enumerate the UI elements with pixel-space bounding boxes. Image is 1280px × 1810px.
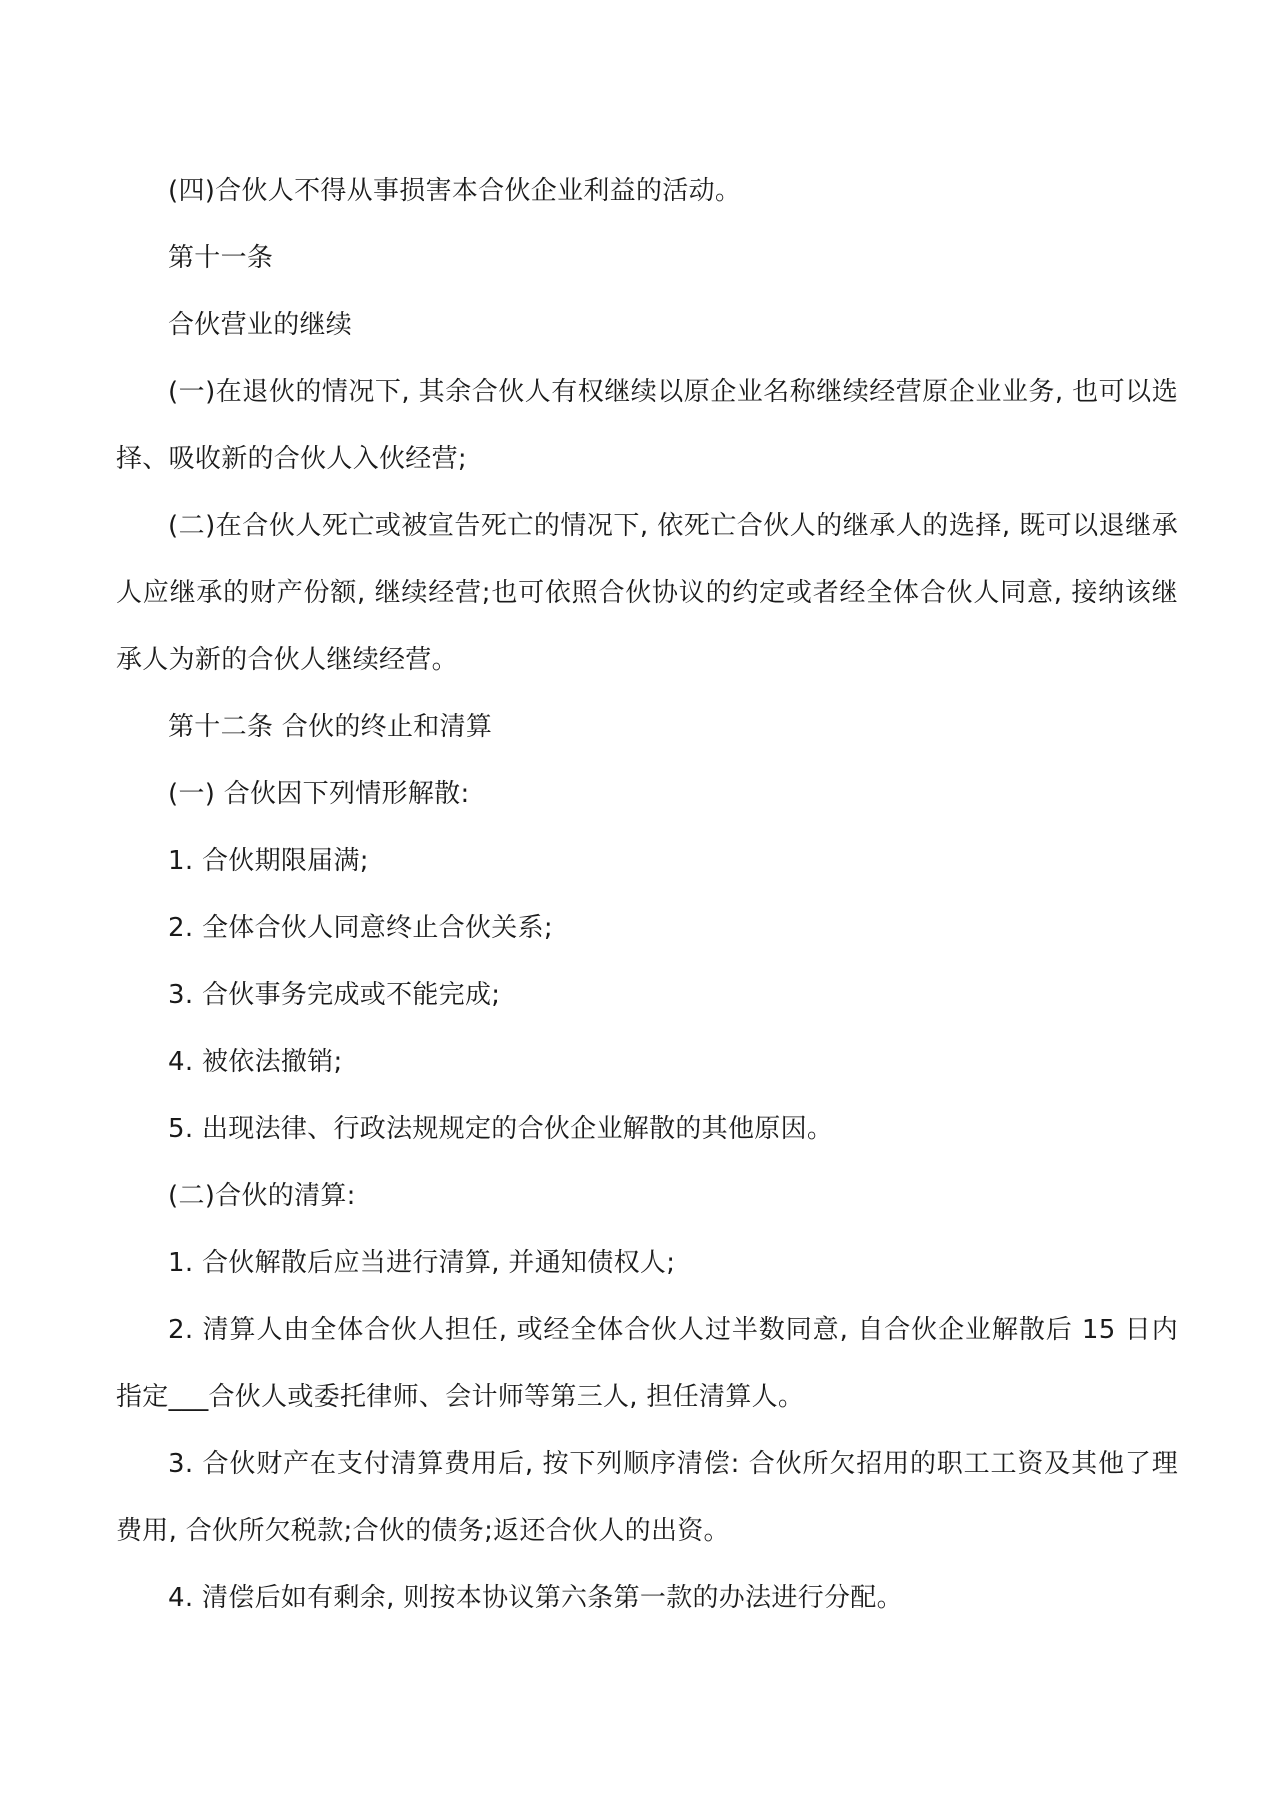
paragraph-death-continuation: (二)在合伙人死亡或被宣告死亡的情况下, 依死亡合伙人的继承人的选择, 既可以退继承人应继承的财产份额, 继续经营;也可依照合伙协议的约定或者经全体合伙人同意, 接纳该继承人为新的合伙人继续经营。: [116, 511, 1178, 675]
liquidation-item-4: 4. 清偿后如有剩余, 则按本协议第六条第一款的办法进行分配。: [168, 1583, 903, 1613]
document-body: [116, 158, 1178, 1632]
dissolution-item-4: 4. 被依法撤销;: [168, 1047, 343, 1077]
liquidation-intro: (二)合伙的清算:: [168, 1181, 356, 1211]
article-12-heading: 第十二条 合伙的终止和清算: [168, 712, 493, 742]
dissolution-item-3: 3. 合伙事务完成或不能完成;: [168, 980, 501, 1010]
dissolution-item-2: 2. 全体合伙人同意终止合伙关系;: [168, 913, 553, 943]
paragraph-clause-4: (四)合伙人不得从事损害本合伙企业利益的活动。: [168, 176, 742, 206]
dissolution-intro: (一) 合伙因下列情形解散:: [168, 779, 470, 809]
liquidation-item-2: 2. 清算人由全体合伙人担任, 或经全体合伙人过半数同意, 自合伙企业解散后 15 日内指定___合伙人或委托律师、会计师等第三人, 担任清算人。: [116, 1315, 1178, 1412]
dissolution-item-1: 1. 合伙期限届满;: [168, 846, 369, 876]
paragraph-withdrawal-continuation: (一)在退伙的情况下, 其余合伙人有权继续以原企业名称继续经营原企业业务, 也可以选择、吸收新的合伙人入伙经营;: [116, 377, 1178, 474]
dissolution-item-5: 5. 出现法律、行政法规规定的合伙企业解散的其他原因。: [168, 1114, 834, 1144]
article-11-heading: 第十一条: [168, 243, 274, 273]
article-11-title: 合伙营业的继续: [168, 310, 353, 340]
liquidation-item-3: 3. 合伙财产在支付清算费用后, 按下列顺序清偿: 合伙所欠招用的职工工资及其他了理费用, 合伙所欠税款;合伙的债务;返还合伙人的出资。: [116, 1449, 1178, 1546]
liquidation-item-1: 1. 合伙解散后应当进行清算, 并通知债权人;: [168, 1248, 676, 1278]
